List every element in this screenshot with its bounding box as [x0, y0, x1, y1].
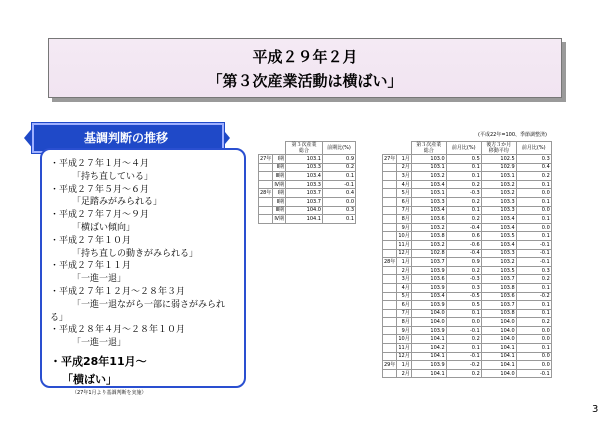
cell-ma_mom: 0.1: [516, 301, 551, 310]
cell-change: 0.1: [323, 215, 356, 224]
cell-mom: 0.2: [446, 215, 481, 224]
cell-mom: 0.5: [446, 301, 481, 310]
cell-ma: 103.5: [481, 232, 516, 241]
cell-ma: 103.5: [481, 266, 516, 275]
cell-index: 103.7: [411, 258, 446, 267]
cell-mom: -0.1: [446, 352, 481, 361]
cell-month: 6月: [397, 301, 411, 310]
quarterly-header-index: 第３次産業 総合: [286, 142, 323, 155]
cell-month: 9月: [397, 223, 411, 232]
cell-ma: 103.4: [481, 215, 516, 224]
cell-ma_mom: 0.1: [516, 232, 551, 241]
cell-period: Ⅱ期: [273, 197, 286, 206]
table-row: [383, 266, 552, 275]
cell-index: 104.0: [411, 318, 446, 327]
cell-ma_mom: 0.1: [516, 197, 551, 206]
cell-mom: 0.1: [446, 344, 481, 353]
cell-year: [259, 206, 273, 215]
cell-index: 103.2: [411, 172, 446, 181]
cell-ma: 103.3: [481, 249, 516, 258]
cell-index: 104.0: [286, 206, 323, 215]
table-row: [383, 215, 552, 224]
table-row: [383, 369, 552, 378]
history-line: 「持ち直している」: [72, 171, 154, 182]
table-row: [259, 189, 356, 198]
cell-mom: -0.3: [446, 189, 481, 198]
cell-period: Ⅳ期: [274, 215, 284, 222]
cell-month: 4月: [397, 283, 411, 292]
cell-year: [383, 326, 397, 335]
cell-year: [259, 172, 273, 181]
cell-year: [259, 163, 273, 172]
cell-month: 6月: [397, 197, 411, 206]
cell-change: 0.1: [323, 172, 356, 181]
cell-year: [383, 301, 397, 310]
cell-mom: 0.5: [446, 155, 481, 164]
cell-mom: 0.2: [446, 335, 481, 344]
table-row: [383, 258, 552, 267]
cell-index: 103.8: [411, 232, 446, 241]
cell-mom: 0.2: [446, 266, 481, 275]
cell-index: 103.1: [411, 189, 446, 198]
cell-ma: 103.2: [481, 258, 516, 267]
cell-mom: -0.6: [446, 240, 481, 249]
cell-ma: 103.7: [481, 301, 516, 310]
cell-year: [383, 292, 397, 301]
cell-mom: 0.1: [446, 309, 481, 318]
cell-year: [383, 249, 397, 258]
cell-change: -0.1: [323, 180, 356, 189]
cell-year: 28年: [384, 258, 396, 265]
cell-month: 2月: [397, 266, 411, 275]
cell-month: 3月: [397, 172, 411, 181]
cell-ma: 104.0: [481, 335, 516, 344]
table-row: [383, 232, 552, 241]
cell-mom: 0.3: [446, 283, 481, 292]
cell-ma_mom: 0.0: [516, 352, 551, 361]
title-headline: 「第３次産業活動は横ばい」: [207, 72, 403, 90]
cell-ma_mom: 0.1: [516, 344, 551, 353]
table-row: [383, 249, 552, 258]
cell-ma_mom: 0.2: [516, 275, 551, 284]
table-row: [383, 223, 552, 232]
cell-index: 104.1: [286, 215, 323, 224]
table-row: [383, 163, 552, 172]
cell-year: 29年: [384, 362, 396, 369]
cell-mom: -0.2: [446, 361, 481, 370]
table-row: [383, 352, 552, 361]
cell-ma: 103.6: [481, 292, 516, 301]
cell-index: 103.7: [286, 197, 323, 206]
table-row: [259, 172, 356, 181]
cell-month: 8月: [397, 318, 411, 327]
history-line: ・平成２７年１月～４月: [50, 159, 150, 169]
table-row: [383, 206, 552, 215]
cell-change: 0.2: [323, 163, 356, 172]
cell-month: 7月: [397, 309, 411, 318]
table-row: [383, 335, 552, 344]
cell-year: [383, 215, 397, 224]
cell-month: 1月: [397, 361, 411, 370]
cell-index: 103.4: [286, 172, 323, 181]
history-line: る」: [50, 312, 69, 323]
cell-index: 103.1: [286, 155, 323, 164]
cell-ma_mom: -0.2: [516, 292, 551, 301]
cell-ma_mom: 0.1: [516, 283, 551, 292]
cell-ma_mom: 0.3: [516, 266, 551, 275]
table-row: [383, 172, 552, 181]
history-line: ・平成２８年４月～２８年１０月: [50, 325, 186, 336]
cell-index: 104.0: [411, 309, 446, 318]
quarterly-header-change: 前期比(%): [323, 142, 356, 155]
quarterly-table-wrap: [258, 141, 356, 224]
cell-month: 11月: [398, 241, 410, 248]
cell-index: 104.1: [411, 335, 446, 344]
table-row: [383, 292, 552, 301]
table-row: [259, 206, 356, 215]
cell-index: 102.8: [411, 249, 446, 258]
table-row: [259, 155, 356, 164]
cell-month: 1月: [397, 155, 411, 164]
history-line: ・平成２７年７月～９月: [50, 210, 150, 221]
cell-ma: 104.0: [481, 318, 516, 327]
cell-change: 0.4: [323, 189, 356, 198]
cell-ma_mom: 0.2: [516, 318, 551, 327]
cell-index: 103.7: [286, 189, 323, 198]
table-row: [383, 189, 552, 198]
cell-mom: 0.9: [446, 258, 481, 267]
cell-ma_mom: -0.1: [516, 258, 551, 267]
page-number: 3: [592, 404, 599, 415]
cell-ma_mom: 0.0: [516, 335, 551, 344]
table-row: [383, 344, 552, 353]
cell-ma: 104.1: [481, 352, 516, 361]
monthly-header-index: 第３次産業 総合: [411, 142, 446, 155]
history-line: 「一進一退」: [72, 274, 127, 285]
cell-year: [259, 215, 273, 224]
table-row: [383, 155, 552, 164]
cell-mom: -0.4: [446, 249, 481, 258]
cell-mom: 0.2: [446, 180, 481, 189]
cell-year: [383, 206, 397, 215]
cell-ma_mom: 0.0: [516, 223, 551, 232]
history-line: 「持ち直しの動きがみられる」: [72, 248, 199, 259]
cell-mom: -0.4: [446, 223, 481, 232]
cell-ma_mom: 0.1: [516, 215, 551, 224]
cell-ma: 103.3: [481, 206, 516, 215]
cell-index: 103.2: [411, 240, 446, 249]
table-row: [383, 301, 552, 310]
cell-year: [383, 275, 397, 284]
cell-mom: 0.0: [446, 318, 481, 327]
cell-ma: 103.2: [481, 189, 516, 198]
cell-index: 103.9: [411, 361, 446, 370]
cell-ma: 102.5: [481, 155, 516, 164]
cell-year: [383, 240, 397, 249]
cell-period: Ⅰ期: [273, 189, 286, 198]
cell-month: 1月: [397, 258, 411, 267]
cell-mom: -0.3: [446, 275, 481, 284]
cell-ma: 103.2: [481, 180, 516, 189]
current-assessment: 「横ばい」: [62, 373, 117, 386]
cell-index: 103.4: [411, 180, 446, 189]
cell-index: 103.0: [411, 155, 446, 164]
cell-month: 7月: [397, 206, 411, 215]
cell-index: 103.6: [411, 215, 446, 224]
cell-ma_mom: -0.1: [516, 249, 551, 258]
cell-month: 11月: [398, 344, 410, 351]
history-line: 「足踏みがみられる」: [72, 197, 163, 208]
cell-mom: 0.1: [446, 163, 481, 172]
cell-ma_mom: 0.0: [516, 326, 551, 335]
cell-index: 103.3: [286, 180, 323, 189]
cell-month: 10月: [398, 336, 410, 343]
table-row: [259, 163, 356, 172]
cell-ma_mom: 0.2: [516, 172, 551, 181]
cell-change: 0.9: [323, 155, 356, 164]
cell-index: 103.4: [411, 206, 446, 215]
cell-ma: 104.1: [481, 361, 516, 370]
cell-year: [383, 335, 397, 344]
table-row: [383, 283, 552, 292]
table-row: [259, 197, 356, 206]
cell-ma: 103.4: [481, 223, 516, 232]
quarterly-table: [258, 141, 356, 224]
cell-month: 5月: [397, 189, 411, 198]
cell-ma: 103.3: [481, 197, 516, 206]
cell-year: [383, 172, 397, 181]
table-row: [383, 275, 552, 284]
current-period: ・平成28年11月～: [50, 355, 147, 368]
table-row: [383, 326, 552, 335]
cell-month: 2月: [397, 369, 411, 378]
cell-index: 103.9: [411, 283, 446, 292]
cell-ma: 104.0: [481, 326, 516, 335]
cell-year: [383, 223, 397, 232]
cell-month: 5月: [397, 292, 411, 301]
history-line: ・平成２７年１２月～２８年３月: [50, 287, 186, 297]
cell-index: 104.2: [411, 344, 446, 353]
cell-ma_mom: 0.4: [516, 163, 551, 172]
table-row: [383, 318, 552, 327]
history-line: ・平成２７年１０月: [50, 235, 132, 246]
table-row: [259, 180, 356, 189]
cell-month: 3月: [397, 275, 411, 284]
cell-year: [383, 180, 397, 189]
cell-index: 103.6: [411, 275, 446, 284]
table-row: [259, 215, 356, 224]
cell-ma: 103.1: [481, 172, 516, 181]
cell-year: 28年: [260, 190, 272, 197]
cell-index: 104.1: [411, 352, 446, 361]
table-row: [383, 309, 552, 318]
cell-period: Ⅰ期: [273, 155, 286, 164]
cell-ma: 103.8: [481, 283, 516, 292]
cell-year: [383, 266, 397, 275]
history-line: 「横ばい傾向」: [72, 223, 136, 233]
history-line: 「一進一退ながら一部に弱さがみられ: [72, 299, 226, 310]
cell-year: [383, 352, 397, 361]
cell-ma: 104.1: [481, 344, 516, 353]
cell-mom: 0.2: [446, 369, 481, 378]
cell-period: Ⅱ期: [273, 163, 286, 172]
cell-mom: -0.5: [446, 292, 481, 301]
cell-ma_mom: 0.0: [516, 189, 551, 198]
cell-ma_mom: 0.3: [516, 155, 551, 164]
cell-index: 103.9: [411, 301, 446, 310]
cell-change: 0.3: [323, 206, 356, 215]
cell-month: 8月: [397, 215, 411, 224]
cell-index: 103.3: [286, 163, 323, 172]
title-date: 平成２９年２月: [252, 48, 358, 66]
cell-period: Ⅳ期: [274, 181, 284, 188]
monthly-table-wrap: [382, 141, 552, 378]
cell-index: 103.3: [411, 197, 446, 206]
cell-year: [383, 163, 397, 172]
cell-ma: 102.9: [481, 163, 516, 172]
table-row: [383, 180, 552, 189]
cell-period: Ⅲ期: [273, 172, 286, 181]
cell-year: [383, 283, 397, 292]
cell-year: [383, 309, 397, 318]
cell-index: 103.9: [411, 266, 446, 275]
cell-ma_mom: -0.1: [516, 240, 551, 249]
monthly-header-ma: 後方３か月 移動平均: [481, 142, 516, 155]
cell-mom: 0.6: [446, 232, 481, 241]
monthly-table: [382, 141, 552, 378]
history-line: ・平成２７年１１月: [50, 261, 132, 272]
assessment-tab-label: 基調判断の推移: [84, 131, 169, 145]
cell-ma_mom: 0.0: [516, 206, 551, 215]
cell-mom: 0.2: [446, 197, 481, 206]
cell-index: 103.2: [411, 223, 446, 232]
cell-ma_mom: 0.1: [516, 309, 551, 318]
cell-month: 2月: [397, 163, 411, 172]
cell-ma: 103.4: [481, 240, 516, 249]
cell-period: Ⅲ期: [273, 206, 286, 215]
title-box: [48, 38, 562, 98]
cell-year: [383, 369, 397, 378]
cell-ma_mom: 0.0: [516, 361, 551, 370]
cell-ma: 104.0: [481, 369, 516, 378]
cell-year: [383, 232, 397, 241]
cell-year: [383, 189, 397, 198]
monthly-header-change: 前月比(%): [446, 142, 481, 155]
cell-index: 103.4: [411, 292, 446, 301]
cell-year: [259, 180, 273, 189]
table-row: [383, 240, 552, 249]
table-row: [383, 361, 552, 370]
cell-year: 27年: [260, 155, 272, 162]
cell-year: [259, 197, 273, 206]
cell-month: 9月: [397, 326, 411, 335]
history-line: ・平成２７年５月～６月: [50, 184, 150, 195]
cell-year: [383, 197, 397, 206]
cell-year: [383, 318, 397, 327]
cell-index: 103.9: [411, 326, 446, 335]
cell-mom: -0.1: [446, 326, 481, 335]
monthly-header-ma-change: 前月比(%): [516, 142, 551, 155]
history-line: 「一進一退」: [72, 338, 127, 349]
cell-ma: 103.7: [481, 275, 516, 284]
cell-year: [383, 344, 397, 353]
cell-mom: 0.1: [446, 206, 481, 215]
cell-year: 27年: [384, 155, 396, 162]
cell-ma_mom: -0.1: [516, 369, 551, 378]
cell-month: 12月: [398, 353, 410, 360]
unit-note: (平成22年=100、季節調整済): [478, 132, 547, 138]
cell-month: 10月: [398, 233, 410, 240]
cell-index: 103.1: [411, 163, 446, 172]
cell-mom: 0.1: [446, 172, 481, 181]
cell-month: 4月: [397, 180, 411, 189]
assessment-note: （27年1月より基調判断を実施）: [72, 390, 147, 396]
cell-change: 0.0: [323, 197, 356, 206]
cell-ma: 103.8: [481, 309, 516, 318]
cell-month: 12月: [398, 250, 410, 257]
cell-index: 104.1: [411, 369, 446, 378]
table-row: [383, 197, 552, 206]
cell-ma_mom: 0.1: [516, 180, 551, 189]
